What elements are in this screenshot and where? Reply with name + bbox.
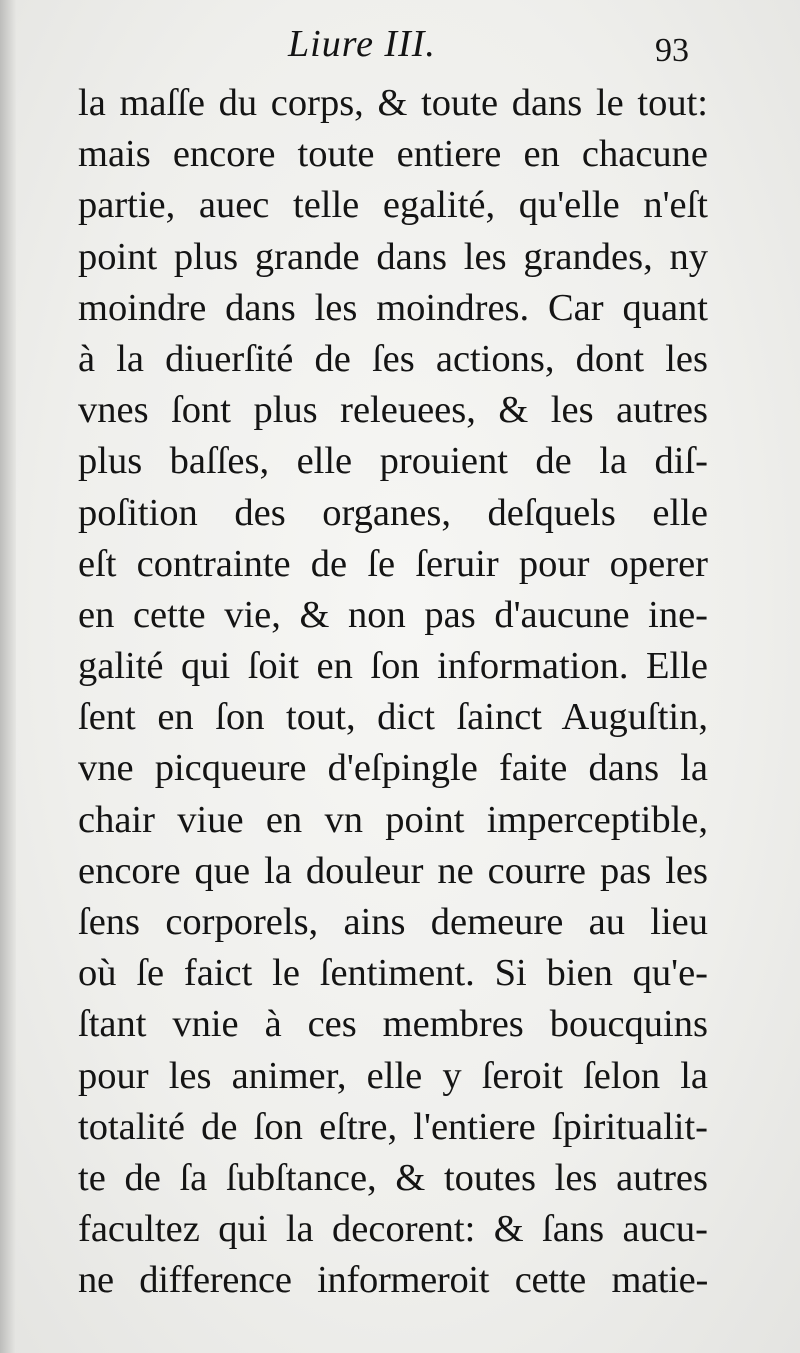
body-text <box>78 78 708 1307</box>
text-line: moindre dans les moindres. Car quant <box>78 286 708 329</box>
text-line: galité qui ſoit en ſon information. Elle <box>78 645 708 688</box>
text-line: mais encore toute entiere en chacune <box>78 133 708 176</box>
text-line: encore que la douleur ne courre pas les <box>78 849 708 892</box>
text-line: ſent en ſon tout, dict ſainct Auguſtin, <box>78 696 708 739</box>
running-title: Liure III. <box>288 23 436 65</box>
text-line: point plus grande dans les grandes, ny <box>78 235 708 278</box>
text-line: vnes ſont plus releuees, & les autres <box>78 389 708 432</box>
text-line: ſens corporels, ains demeure au lieu <box>78 901 708 943</box>
text-line: partie, auec telle egalité, qu'elle n'eſt <box>78 184 708 227</box>
text-line: ſtant vnie à ces membres boucquins <box>78 1003 708 1046</box>
text-line: ne difference informeroit cette matie- <box>78 1259 708 1302</box>
text-line: en cette vie, & non pas d'aucune ine- <box>78 593 708 636</box>
page-binding-edge <box>0 0 16 1353</box>
page-header <box>0 22 800 72</box>
text-line: te de ſa ſubſtance, & toutes les autres <box>78 1156 708 1199</box>
text-line: poſition des organes, deſquels elle <box>78 491 708 534</box>
text-line: à la diuerſité de ſes actions, dont les <box>78 337 708 380</box>
text-line: totalité de ſon eſtre, l'entiere ſpiritualit- <box>78 1105 708 1148</box>
text-line: chair viue en vn point imperceptible, <box>78 798 708 841</box>
page-number: 93 <box>655 32 689 69</box>
text-line: pour les animer, elle y ſeroit ſelon la <box>78 1054 708 1097</box>
text-line: vne picqueure d'eſpingle faite dans la <box>78 747 708 790</box>
text-line: facultez qui la decorent: & ſans aucu- <box>78 1208 708 1251</box>
text-line: la maſſe du corps, & toute dans le tout: <box>78 82 708 124</box>
text-line: eſt contrainte de ſe ſeruir pour operer <box>78 542 708 585</box>
text-line: où ſe faict le ſentiment. Si bien qu'e- <box>78 952 708 995</box>
text-line: plus baſſes, elle prouient de la diſ- <box>78 440 708 483</box>
